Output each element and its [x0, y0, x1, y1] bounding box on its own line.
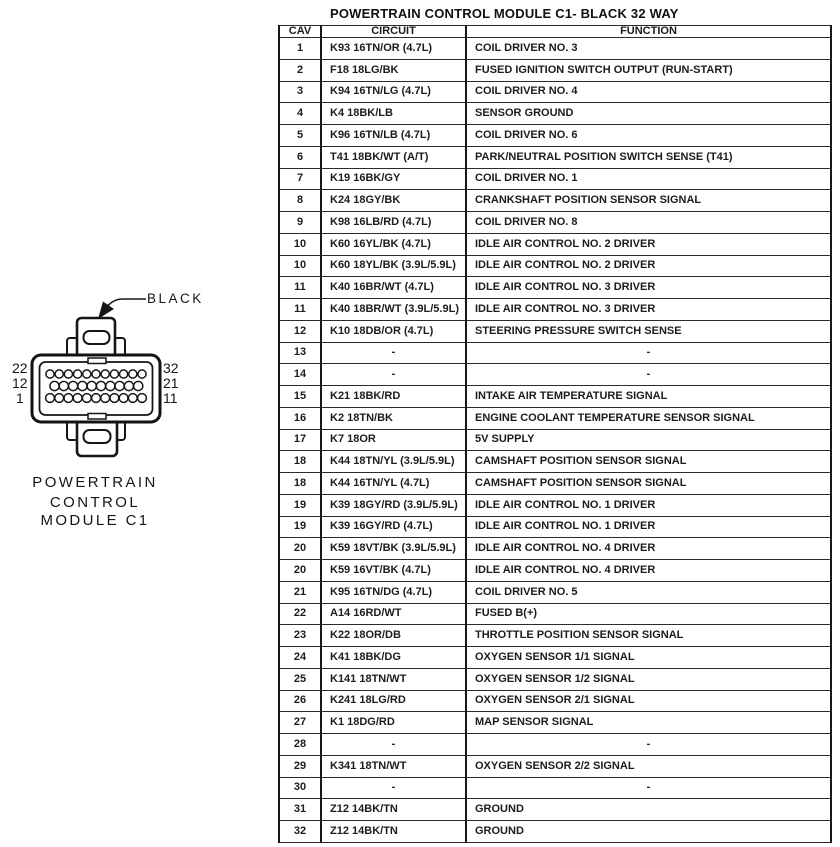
circuit-cell: K94 16TN/LG (4.7L) [321, 81, 466, 103]
header-function: FUNCTION [466, 26, 831, 38]
circuit-cell: Z12 14BK/TN [321, 821, 466, 843]
circuit-cell: Z12 14BK/TN [321, 799, 466, 821]
table-row [279, 560, 831, 582]
cav-cell: 31 [279, 799, 321, 821]
function-cell: OXYGEN SENSOR 2/1 SIGNAL [466, 690, 831, 712]
table-row [279, 473, 831, 495]
cav-cell: 19 [279, 494, 321, 516]
function-cell: MAP SENSOR SIGNAL [466, 712, 831, 734]
function-cell: OXYGEN SENSOR 1/1 SIGNAL [466, 647, 831, 669]
circuit-cell: K60 16YL/BK (4.7L) [321, 233, 466, 255]
circuit-cell: K96 16TN/LB (4.7L) [321, 125, 466, 147]
function-cell: GROUND [466, 799, 831, 821]
cav-cell: 1 [279, 38, 321, 60]
circuit-cell: K24 18GY/BK [321, 190, 466, 212]
cav-cell: 2 [279, 59, 321, 81]
function-cell: COIL DRIVER NO. 8 [466, 212, 831, 234]
pin-label-left-mid: 12 [12, 375, 28, 391]
cav-cell: 20 [279, 560, 321, 582]
cav-cell: 12 [279, 320, 321, 342]
table-row [279, 429, 831, 451]
cav-cell: 18 [279, 473, 321, 495]
table-row [279, 190, 831, 212]
function-cell: COIL DRIVER NO. 6 [466, 125, 831, 147]
cav-cell: 24 [279, 647, 321, 669]
cav-cell: 18 [279, 451, 321, 473]
table-row [279, 255, 831, 277]
circuit-cell: - [321, 342, 466, 364]
circuit-cell: K21 18BK/RD [321, 386, 466, 408]
circuit-cell: - [321, 734, 466, 756]
circuit-cell: F18 18LG/BK [321, 59, 466, 81]
pin-label-left-bottom: 1 [16, 390, 24, 406]
arrow-icon [98, 302, 114, 320]
function-cell: - [466, 734, 831, 756]
cav-cell: 10 [279, 233, 321, 255]
circuit-cell: - [321, 777, 466, 799]
cav-cell: 27 [279, 712, 321, 734]
table-row [279, 581, 831, 603]
cav-cell: 16 [279, 407, 321, 429]
function-cell: OXYGEN SENSOR 1/2 SIGNAL [466, 668, 831, 690]
cav-cell: 3 [279, 81, 321, 103]
cav-cell: 22 [279, 603, 321, 625]
function-cell: COIL DRIVER NO. 5 [466, 581, 831, 603]
table-row [279, 799, 831, 821]
table-row [279, 364, 831, 386]
cav-cell: 23 [279, 625, 321, 647]
table-row [279, 647, 831, 669]
function-cell: INTAKE AIR TEMPERATURE SIGNAL [466, 386, 831, 408]
function-cell: 5V SUPPLY [466, 429, 831, 451]
function-cell: SENSOR GROUND [466, 103, 831, 125]
function-cell: IDLE AIR CONTROL NO. 1 DRIVER [466, 494, 831, 516]
caption-line-2: CONTROL [49, 494, 141, 511]
table-row [279, 59, 831, 81]
function-cell: IDLE AIR CONTROL NO. 3 DRIVER [466, 299, 831, 321]
circuit-cell: K98 16LB/RD (4.7L) [321, 212, 466, 234]
table-row [279, 777, 831, 799]
circuit-cell: K60 18YL/BK (3.9L/5.9L) [321, 255, 466, 277]
cav-cell: 14 [279, 364, 321, 386]
pin-label-right-top: 32 [163, 360, 179, 376]
table-row [279, 821, 831, 843]
circuit-cell: K141 18TN/WT [321, 668, 466, 690]
cav-cell: 9 [279, 212, 321, 234]
table-header-row [279, 26, 831, 38]
circuit-cell: K44 16TN/YL (4.7L) [321, 473, 466, 495]
cav-cell: 11 [279, 277, 321, 299]
top-key-notch [88, 358, 106, 364]
pinout-table [278, 25, 832, 843]
table-row [279, 516, 831, 538]
table-row [279, 734, 831, 756]
circuit-cell: K95 16TN/DG (4.7L) [321, 581, 466, 603]
cav-cell: 6 [279, 146, 321, 168]
function-cell: CAMSHAFT POSITION SENSOR SIGNAL [466, 473, 831, 495]
cav-cell: 8 [279, 190, 321, 212]
connector-caption [32, 474, 157, 529]
table-row [279, 494, 831, 516]
function-cell: - [466, 364, 831, 386]
table-row [279, 81, 831, 103]
circuit-cell: K93 16TN/OR (4.7L) [321, 38, 466, 60]
bottom-key-notch [88, 414, 106, 420]
function-cell: COIL DRIVER NO. 1 [466, 168, 831, 190]
caption-line-3: MODULE C1 [40, 512, 150, 529]
cav-cell: 25 [279, 668, 321, 690]
cav-cell: 7 [279, 168, 321, 190]
circuit-cell: K40 16BR/WT (4.7L) [321, 277, 466, 299]
cav-cell: 15 [279, 386, 321, 408]
caption-line-1: POWERTRAIN [32, 474, 158, 491]
pin-label-right-bottom: 11 [163, 390, 178, 406]
circuit-cell: K2 18TN/BK [321, 407, 466, 429]
function-cell: IDLE AIR CONTROL NO. 2 DRIVER [466, 255, 831, 277]
circuit-cell: K59 16VT/BK (4.7L) [321, 560, 466, 582]
circuit-cell: K4 18BK/LB [321, 103, 466, 125]
function-cell: FUSED B(+) [466, 603, 831, 625]
cav-cell: 26 [279, 690, 321, 712]
function-cell: IDLE AIR CONTROL NO. 4 DRIVER [466, 538, 831, 560]
function-cell: COIL DRIVER NO. 3 [466, 38, 831, 60]
function-cell: IDLE AIR CONTROL NO. 4 DRIVER [466, 560, 831, 582]
cav-cell: 19 [279, 516, 321, 538]
circuit-cell: K39 18GY/RD (3.9L/5.9L) [321, 494, 466, 516]
table-row [279, 668, 831, 690]
table-row [279, 299, 831, 321]
circuit-cell: - [321, 364, 466, 386]
function-cell: - [466, 342, 831, 364]
table-row [279, 755, 831, 777]
table-row [279, 168, 831, 190]
page-title: POWERTRAIN CONTROL MODULE C1- BLACK 32 WAY [330, 6, 679, 21]
cav-cell: 30 [279, 777, 321, 799]
table-row [279, 103, 831, 125]
circuit-cell: K59 18VT/BK (3.9L/5.9L) [321, 538, 466, 560]
cav-cell: 20 [279, 538, 321, 560]
connector-diagram [0, 270, 278, 560]
table-row [279, 690, 831, 712]
table-row [279, 277, 831, 299]
table-row [279, 451, 831, 473]
function-cell: COIL DRIVER NO. 4 [466, 81, 831, 103]
table-row [279, 320, 831, 342]
function-cell: IDLE AIR CONTROL NO. 1 DRIVER [466, 516, 831, 538]
cav-cell: 4 [279, 103, 321, 125]
circuit-cell: K10 18DB/OR (4.7L) [321, 320, 466, 342]
circuit-cell: K40 18BR/WT (3.9L/5.9L) [321, 299, 466, 321]
table-row [279, 603, 831, 625]
table-row [279, 342, 831, 364]
table-row [279, 538, 831, 560]
circuit-cell: K1 18DG/RD [321, 712, 466, 734]
cav-cell: 21 [279, 581, 321, 603]
function-cell: - [466, 777, 831, 799]
circuit-cell: K44 18TN/YL (3.9L/5.9L) [321, 451, 466, 473]
black-callout [98, 291, 204, 319]
table-row [279, 233, 831, 255]
function-cell: STEERING PRESSURE SWITCH SENSE [466, 320, 831, 342]
connector-color-label: BLACK [147, 291, 204, 306]
cav-cell: 11 [279, 299, 321, 321]
circuit-cell: K241 18LG/RD [321, 690, 466, 712]
table-row [279, 125, 831, 147]
circuit-cell: K19 16BK/GY [321, 168, 466, 190]
cav-cell: 28 [279, 734, 321, 756]
cav-cell: 17 [279, 429, 321, 451]
function-cell: IDLE AIR CONTROL NO. 3 DRIVER [466, 277, 831, 299]
table-row [279, 407, 831, 429]
function-cell: OXYGEN SENSOR 2/2 SIGNAL [466, 755, 831, 777]
cav-cell: 32 [279, 821, 321, 843]
table-row [279, 712, 831, 734]
table-row [279, 625, 831, 647]
function-cell: IDLE AIR CONTROL NO. 2 DRIVER [466, 233, 831, 255]
function-cell: THROTTLE POSITION SENSOR SIGNAL [466, 625, 831, 647]
circuit-cell: K22 18OR/DB [321, 625, 466, 647]
circuit-cell: K341 18TN/WT [321, 755, 466, 777]
table-row [279, 386, 831, 408]
table-row [279, 212, 831, 234]
table-row [279, 146, 831, 168]
circuit-cell: A14 16RD/WT [321, 603, 466, 625]
function-cell: PARK/NEUTRAL POSITION SWITCH SENSE (T41) [466, 146, 831, 168]
circuit-cell: K41 18BK/DG [321, 647, 466, 669]
function-cell: CRANKSHAFT POSITION SENSOR SIGNAL [466, 190, 831, 212]
table-row [279, 38, 831, 60]
cav-cell: 5 [279, 125, 321, 147]
function-cell: CAMSHAFT POSITION SENSOR SIGNAL [466, 451, 831, 473]
function-cell: GROUND [466, 821, 831, 843]
pin-label-left-top: 22 [12, 360, 28, 376]
cav-cell: 10 [279, 255, 321, 277]
cav-cell: 13 [279, 342, 321, 364]
function-cell: FUSED IGNITION SWITCH OUTPUT (RUN-START) [466, 59, 831, 81]
header-cav: CAV [279, 26, 321, 38]
header-circuit: CIRCUIT [321, 26, 466, 38]
function-cell: ENGINE COOLANT TEMPERATURE SENSOR SIGNAL [466, 407, 831, 429]
cav-cell: 29 [279, 755, 321, 777]
circuit-cell: K39 16GY/RD (4.7L) [321, 516, 466, 538]
pin-label-right-mid: 21 [163, 375, 179, 391]
circuit-cell: T41 18BK/WT (A/T) [321, 146, 466, 168]
circuit-cell: K7 18OR [321, 429, 466, 451]
